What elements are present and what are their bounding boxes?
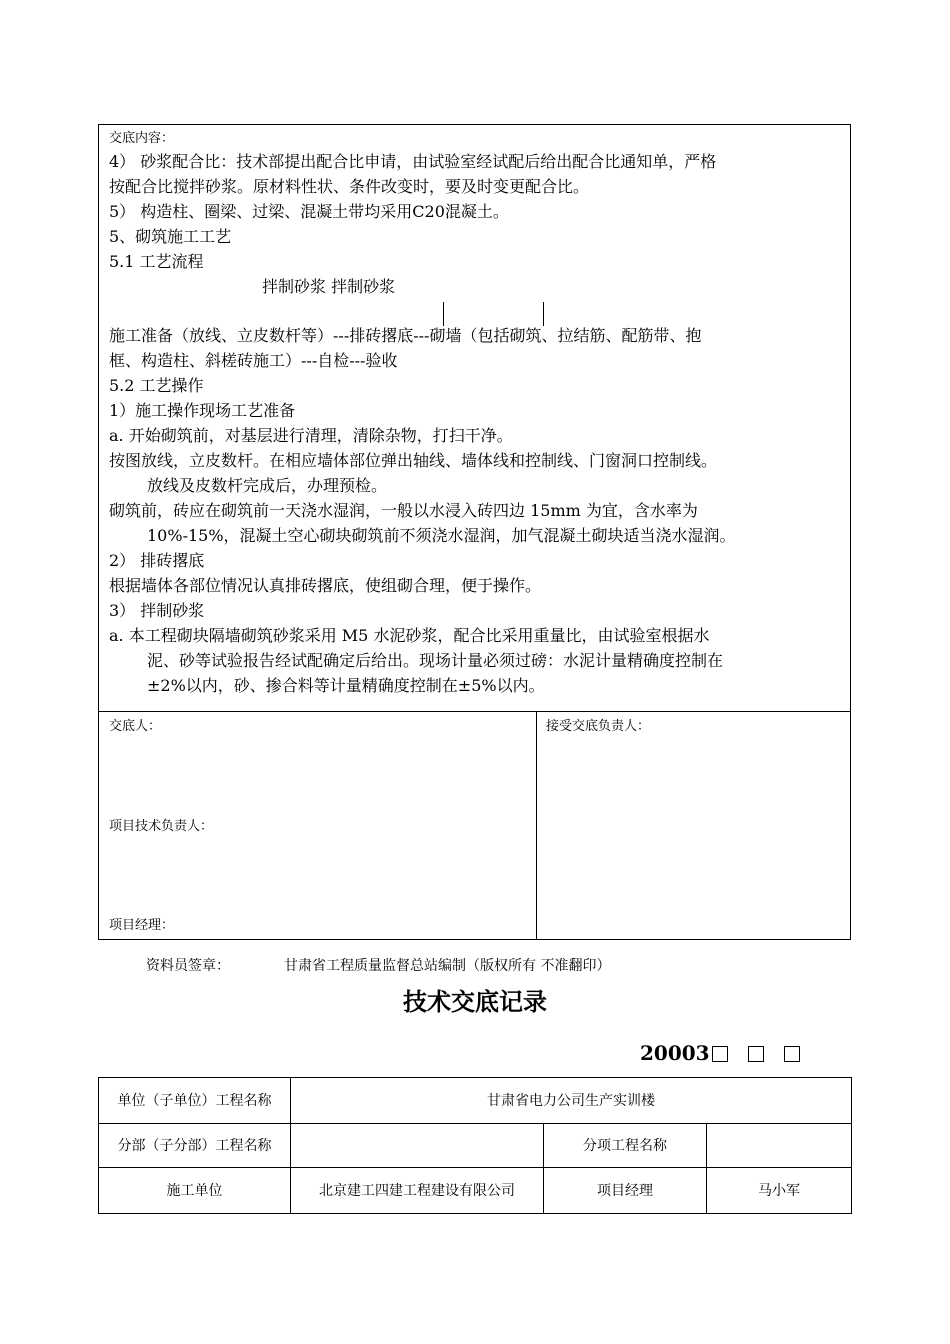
project-info-table [98, 1077, 852, 1214]
tech-lead-label: 项目技术负责人： [109, 819, 214, 834]
contractor-label: 施工单位 [99, 1168, 291, 1214]
content-line: ±2%以内，砂、掺合料等计量精确度控制在±5%以内。 [147, 676, 545, 695]
content-line: a. 本工程砌块隔墙砌筑砂浆采用 M5 水泥砂浆，配合比采用重量比，由试验室根据水 [109, 626, 710, 645]
project-manager-label: 项目经理： [109, 918, 175, 933]
contractor-value: 北京建工四建工程建设有限公司 [291, 1168, 544, 1214]
section-heading: 5、砌筑施工工艺 [109, 227, 232, 246]
table-row [99, 1078, 852, 1124]
flow-branch-labels: 拌制砂浆 拌制砂浆 [262, 277, 396, 296]
content-line: 框、构造柱、斜槎砖施工）---自检---验收 [109, 351, 398, 370]
number-box-icon [784, 1046, 800, 1062]
flow-connector [443, 302, 444, 326]
item-project-label: 分项工程名称 [544, 1124, 707, 1168]
content-line: 施工准备（放线、立皮数杆等）---排砖撂底---砌墙（包括砌筑、拉结筋、配筋带、抱 [109, 326, 702, 345]
content-line: 2） 排砖撂底 [109, 551, 205, 570]
sub-project-label: 分部（子分部）工程名称 [99, 1124, 291, 1168]
content-line: 4） 砂浆配合比：技术部提出配合比申请，由试验室经试配后给出配合比通知单，严格 [109, 152, 717, 171]
table-row [99, 1124, 852, 1168]
item-project-value [707, 1124, 852, 1168]
section-heading: 5.2 工艺操作 [109, 376, 204, 395]
content-line: 10%-15%，混凝土空心砌块砌筑前不须浇水湿润，加气混凝土砌块适当浇水湿润。 [147, 526, 736, 545]
content-line: 1）施工操作现场工艺准备 [109, 401, 296, 420]
document-number [640, 1039, 800, 1067]
content-header: 交底内容： [109, 131, 175, 146]
number-box-icon [748, 1046, 764, 1062]
manager-value: 马小军 [707, 1168, 852, 1214]
content-line: a. 开始砌筑前，对基层进行清理，清除杂物，打扫干净。 [109, 426, 513, 445]
clerk-signature-label: 资料员签章： [146, 958, 230, 974]
content-line: 放线及皮数杆完成后，办理预检。 [147, 476, 388, 495]
manager-label: 项目经理 [544, 1168, 707, 1214]
content-line: 泥、砂等试验报告经试配确定后给出。现场计量必须过磅：水泥计量精确度控制在 [147, 651, 724, 670]
table-row [99, 1168, 852, 1214]
disclosure-content-box [98, 124, 851, 712]
unit-project-value: 甘肃省电力公司生产实训楼 [291, 1078, 852, 1124]
content-line: 5） 构造柱、圈梁、过梁、混凝土带均采用C20混凝土。 [109, 202, 509, 221]
content-line: 按配合比搅拌砂浆。原材料性状、条件改变时，要及时变更配合比。 [109, 177, 590, 196]
unit-project-label: 单位（子单位）工程名称 [99, 1078, 291, 1124]
content-line: 按图放线，立皮数杆。在相应墙体部位弹出轴线、墙体线和控制线、门窗洞口控制线。 [109, 451, 718, 470]
discloser-label: 交底人： [109, 719, 162, 734]
content-line: 3） 拌制砂浆 [109, 601, 205, 620]
receiver-label: 接受交底负责人： [546, 719, 651, 734]
section-heading: 5.1 工艺流程 [109, 252, 204, 271]
number-box-icon [712, 1046, 728, 1062]
sub-project-value [291, 1124, 544, 1168]
document-number-value: 20003 [640, 1041, 710, 1065]
content-line: 根据墙体各部位情况认真排砖撂底，使组砌合理，便于操作。 [109, 576, 542, 595]
flow-connector [543, 302, 544, 326]
publisher-note: 甘肃省工程质量监督总站编制（版权所有 不准翻印） [284, 958, 611, 974]
signature-divider [536, 712, 537, 939]
signature-box [98, 711, 851, 940]
content-line: 砌筑前，砖应在砌筑前一天浇水湿润，一般以水浸入砖四边 15mm 为宜，含水率为 [109, 501, 698, 520]
form-title: 技术交底记录 [403, 987, 547, 1016]
